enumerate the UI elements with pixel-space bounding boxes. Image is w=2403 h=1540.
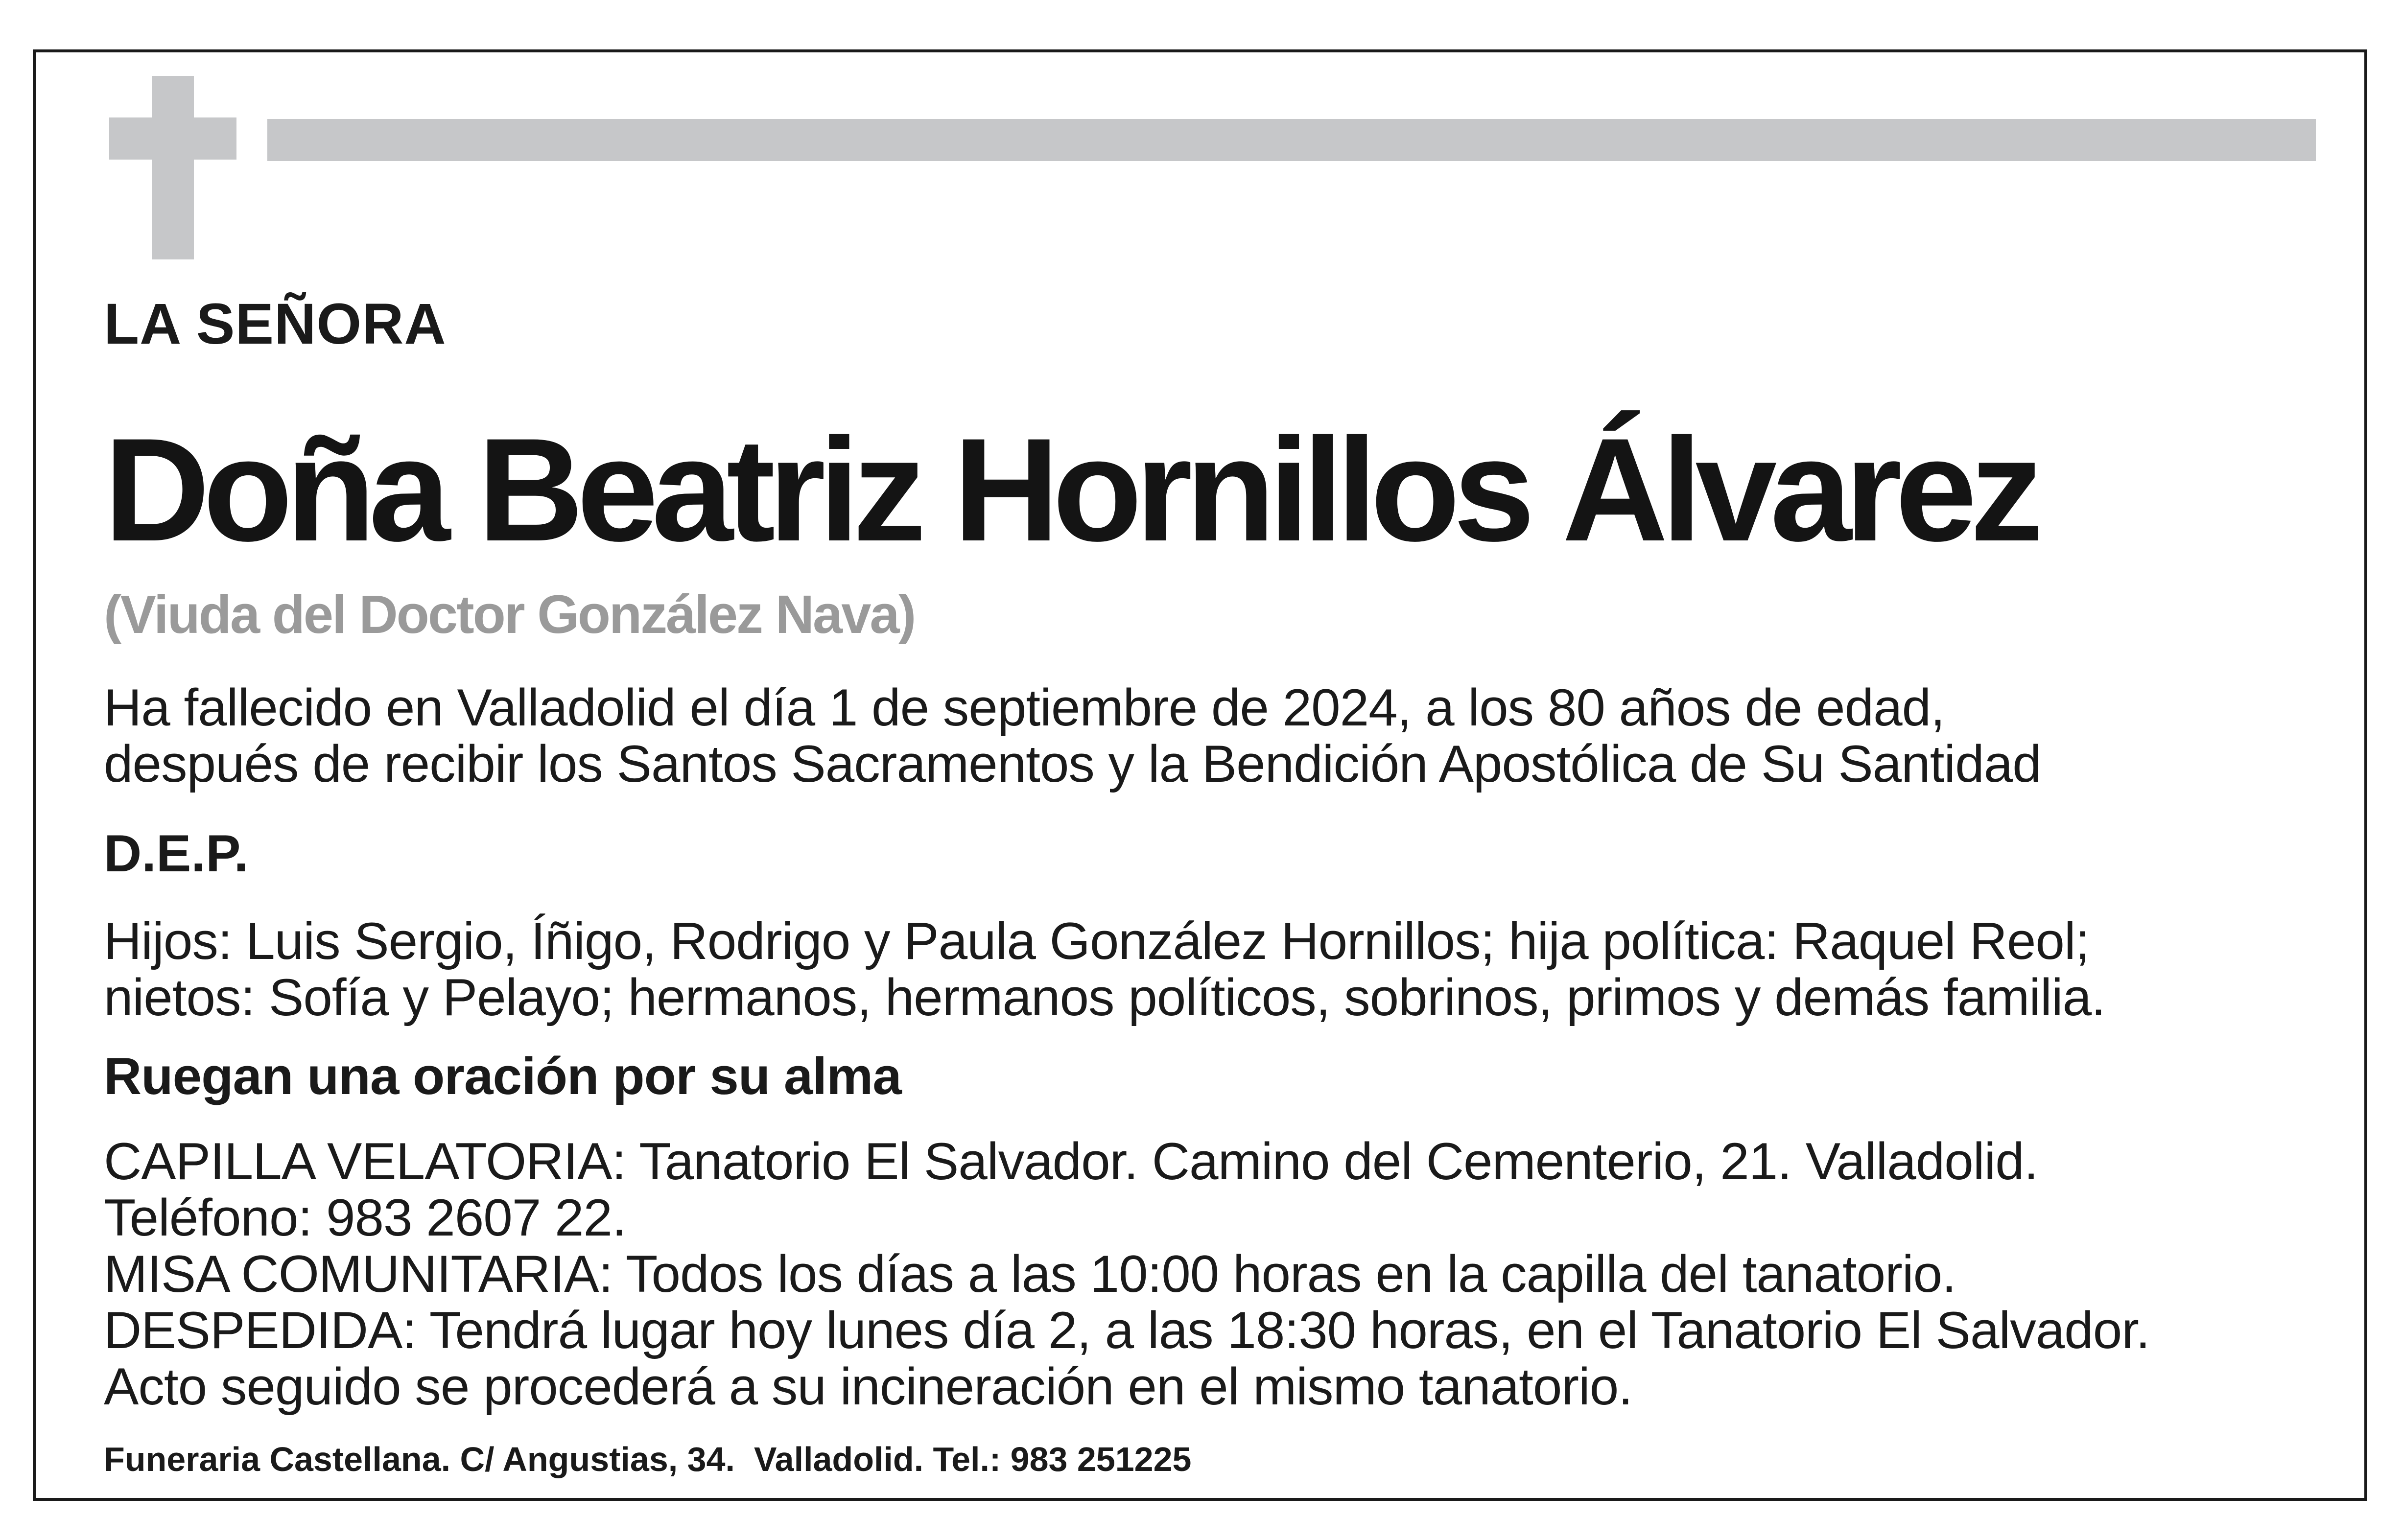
subtitle: (Viuda del Doctor González Nava) [104,584,915,645]
details-line: MISA COMUNITARIA: Todos los días a las 10:00 horas en la capilla del tanatorio. [104,1244,1956,1303]
rip-label: D.E.P. [104,824,249,883]
title-label: LA SEÑORA [104,292,447,356]
details-line: Acto seguido se procederá a su incineración en el mismo tanatorio. [104,1357,1633,1416]
announcement-line: Ha fallecido en Valladolid el día 1 de septiembre de 2024, a los 80 años de edad, [104,678,1945,737]
header-bar [267,119,2316,161]
family-list [104,913,2105,1026]
cross-icon [109,76,236,259]
service-details [104,1133,2150,1415]
family-line: Hijos: Luis Sergio, Íñigo, Rodrigo y Paula González Hornillos; hija política: Raquel Reol; [104,911,2090,970]
details-line: CAPILLA VELATORIA: Tanatorio El Salvador. Camino del Cementerio, 21. Valladolid. [104,1132,2038,1190]
announcement-line: después de recibir los Santos Sacramentos y la Bendición Apostólica de Su Santidad [104,734,2041,793]
prayer-request: Ruegan una oración por su alma [104,1047,901,1105]
details-line: Teléfono: 983 2607 22. [104,1188,626,1247]
family-line: nietos: Sofía y Pelayo; hermanos, hermanos políticos, sobrinos, primos y demás familia. [104,968,2105,1027]
funeral-home-footer: Funeraria Castellana. C/ Angustias, 34. Valladolid. Tel.: 983 251225 [104,1440,1192,1478]
details-line: DESPEDIDA: Tendrá lugar hoy lunes día 2, a las 18:30 horas, en el Tanatorio El Salvador. [104,1301,2150,1359]
deceased-name: Doña Beatriz Hornillos Álvarez [104,407,2037,572]
announcement [104,679,2041,792]
